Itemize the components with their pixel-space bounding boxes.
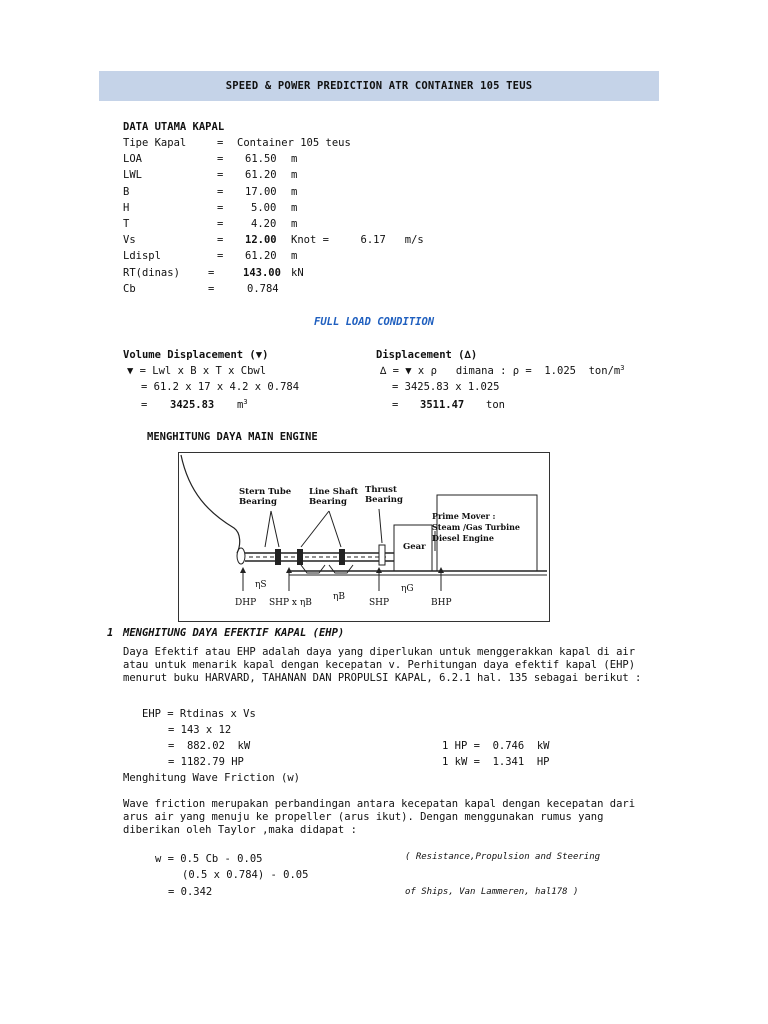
thrust-l1: Thrust bbox=[365, 485, 397, 495]
data-row-equals: = bbox=[217, 137, 224, 149]
ehp-hp: = 1182.79 HP bbox=[168, 756, 244, 768]
stern-tube-l2: Bearing bbox=[239, 497, 277, 507]
label-stern-tube bbox=[239, 487, 291, 507]
data-row-label: B bbox=[123, 185, 130, 198]
page-title: SPEED & POWER PREDICTION ATR CONTAINER 105 TEUS bbox=[225, 80, 533, 92]
label-eta-b: ηB bbox=[333, 592, 346, 602]
data-row-unit: m bbox=[291, 185, 298, 198]
data-row-equals: = bbox=[217, 201, 224, 214]
volume-result-eq: = bbox=[141, 399, 148, 411]
w-formula: w = 0.5 Cb - 0.05 bbox=[155, 853, 263, 865]
line-shaft-l1: Line Shaft bbox=[309, 487, 359, 497]
label-thrust bbox=[365, 485, 403, 505]
data-row-unit: Knot = 6.17 m/s bbox=[291, 234, 424, 247]
data-row-value: 17.00 bbox=[245, 185, 277, 198]
leader-thrust bbox=[379, 509, 382, 543]
data-row-equals: = bbox=[217, 185, 224, 198]
leader-shaft-1 bbox=[301, 511, 329, 547]
line-shaft-l2: Bearing bbox=[309, 497, 347, 507]
volume-unit-sup: 3 bbox=[243, 398, 248, 406]
data-row-equals: = bbox=[217, 153, 224, 166]
full-load-heading: FULL LOAD CONDITION bbox=[314, 316, 435, 328]
displacement-formula-sup: 3 bbox=[620, 364, 625, 372]
data-row-unit: m bbox=[291, 218, 298, 230]
displacement-result-unit: ton bbox=[486, 399, 505, 411]
propulsion-diagram bbox=[178, 452, 550, 622]
data-row-label: Tipe Kapal bbox=[123, 137, 187, 149]
data-row-value: 12.00 bbox=[245, 234, 277, 247]
section1-paragraph: Daya Efektif atau EHP adalah daya yang diperlukan untuk menggerakkan kapal di air atau untuk menarik kapal dengan kecepatan v. Perhitungan daya efektif kapal (EHP) menurut buku HARVARD, TAHANAN DAN PROPULSI KAPAL, 6.2.1 hal. 135 sebagai berikut : bbox=[123, 646, 642, 684]
data-row-value: Container 105 teus bbox=[237, 137, 351, 149]
prime-mover-l3: Diesel Engine bbox=[432, 533, 494, 543]
label-shp: SHP bbox=[369, 598, 390, 608]
data-row-unit: m bbox=[291, 250, 298, 263]
arrow-dhp-head bbox=[240, 567, 246, 573]
w-result: = 0.342 bbox=[168, 886, 213, 898]
data-row-unit: m bbox=[291, 201, 298, 214]
thrust-l2: Bearing bbox=[365, 495, 403, 505]
data-row-label: LOA bbox=[123, 153, 142, 166]
reference-line-1: ( Resistance,Propulsion and Steering bbox=[405, 852, 601, 862]
conversion-kw-hp: 1 kW = 1.341 HP bbox=[442, 756, 550, 768]
displacement-formula: ∆ = ▼ x ρ dimana : ρ = 1.025 ton/m bbox=[380, 365, 621, 377]
w-substitution: (0.5 x 0.784) - 0.05 bbox=[182, 869, 309, 881]
data-row-label: T bbox=[123, 218, 130, 230]
label-dhp: DHP bbox=[235, 598, 257, 608]
data-row-label: LWL bbox=[123, 169, 142, 182]
data-row-value: 143.00 bbox=[243, 266, 281, 279]
data-row-label: RT(dinas) bbox=[123, 266, 180, 279]
prime-mover-l2: Steam /Gas Turbine bbox=[432, 522, 521, 532]
data-row-value: 61.20 bbox=[245, 169, 277, 182]
data-row-equals: = bbox=[208, 266, 215, 279]
data-row-value: 5.00 bbox=[251, 201, 277, 214]
data-row-unit: kN bbox=[291, 266, 304, 279]
data-row-label: Cb bbox=[123, 282, 136, 295]
section1-heading: MENGHITUNG DAYA EFEKTIF KAPAL (EHP) bbox=[123, 627, 345, 639]
data-row-equals: = bbox=[217, 250, 224, 263]
label-bhp: BHP bbox=[431, 598, 452, 608]
label-prime-mover bbox=[432, 511, 520, 544]
stern-tube-bearing bbox=[275, 549, 281, 565]
propeller-icon bbox=[237, 548, 245, 564]
data-row-label: H bbox=[123, 201, 130, 214]
volume-unit: m bbox=[237, 399, 244, 411]
thrust-bearing bbox=[379, 545, 385, 565]
hull-curve bbox=[181, 455, 240, 553]
support-1 bbox=[301, 565, 325, 573]
label-gear: Gear bbox=[403, 542, 426, 552]
engine-heading: MENGHITUNG DAYA MAIN ENGINE bbox=[147, 431, 318, 443]
data-row-equals: = bbox=[217, 234, 224, 247]
label-eta-s: ηS bbox=[255, 580, 267, 590]
leader-shaft-2 bbox=[329, 511, 341, 547]
volume-substitution: = 61.2 x 17 x 4.2 x 0.784 bbox=[141, 381, 300, 393]
leader-stern-1 bbox=[271, 511, 279, 547]
data-row-unit: m bbox=[291, 169, 298, 182]
data-row-value: 4.20 bbox=[251, 218, 277, 230]
data-row-unit: m bbox=[291, 153, 298, 166]
volume-heading: Volume Displacement (▼) bbox=[123, 349, 269, 361]
data-row-label: Ldispl bbox=[123, 250, 161, 263]
arrow-shp-head bbox=[376, 567, 382, 573]
data-row-value: 0.784 bbox=[247, 282, 279, 295]
data-row-equals: = bbox=[217, 169, 224, 182]
leader-stern-2 bbox=[265, 511, 271, 547]
prime-mover-l1: Prime Mover : bbox=[432, 511, 496, 521]
ehp-substitution: = 143 x 12 bbox=[168, 724, 232, 736]
label-shp-eta-b: SHP x ηB bbox=[269, 598, 312, 608]
section1-number: 1 bbox=[107, 627, 114, 639]
data-row-value: 61.50 bbox=[245, 153, 277, 166]
volume-result-value: 3425.83 bbox=[170, 399, 215, 411]
data-utama-heading: DATA UTAMA KAPAL bbox=[123, 121, 225, 133]
support-2 bbox=[329, 565, 353, 573]
wave-friction-paragraph: Wave friction merupakan perbandingan antara kecepatan kapal dengan kecepatan dari arus air yang menuju ke propeller (arus ikut). Dengan menggunakan rumus yang diberikan oleh Taylor ,maka didapat : bbox=[123, 798, 636, 836]
label-line-shaft bbox=[309, 487, 358, 507]
conversion-hp-kw: 1 HP = 0.746 kW bbox=[442, 740, 550, 752]
ehp-kw: = 882.02 kW bbox=[168, 740, 251, 752]
displacement-substitution: = 3425.83 x 1.025 bbox=[392, 381, 500, 393]
wave-friction-heading: Menghitung Wave Friction (w) bbox=[123, 772, 301, 784]
displacement-formula-wrap bbox=[380, 365, 624, 379]
title-bar bbox=[99, 71, 659, 101]
data-row-value: 61.20 bbox=[245, 250, 277, 263]
ehp-formula: EHP = Rtdinas x Vs bbox=[142, 708, 256, 720]
data-row-equals: = bbox=[208, 282, 215, 295]
reference-line-2: of Ships, Van Lammeren, hal178 ) bbox=[405, 887, 579, 897]
data-row-label: Vs bbox=[123, 234, 136, 247]
shaft-bearing-2 bbox=[339, 549, 345, 565]
stern-tube-l1: Stern Tube bbox=[239, 487, 292, 497]
displacement-heading: Displacement (∆) bbox=[376, 349, 478, 361]
label-eta-g: ηG bbox=[401, 584, 414, 594]
displacement-result-value: 3511.47 bbox=[420, 399, 465, 411]
volume-formula: ▼ = Lwl x B x T x Cbwl bbox=[127, 365, 267, 377]
shaft-bearing-1 bbox=[297, 549, 303, 565]
volume-result-unit-wrap bbox=[237, 399, 248, 413]
arrow-shp-eta-head bbox=[286, 567, 292, 573]
displacement-result-eq: = bbox=[392, 399, 399, 411]
data-row-equals: = bbox=[217, 218, 224, 230]
